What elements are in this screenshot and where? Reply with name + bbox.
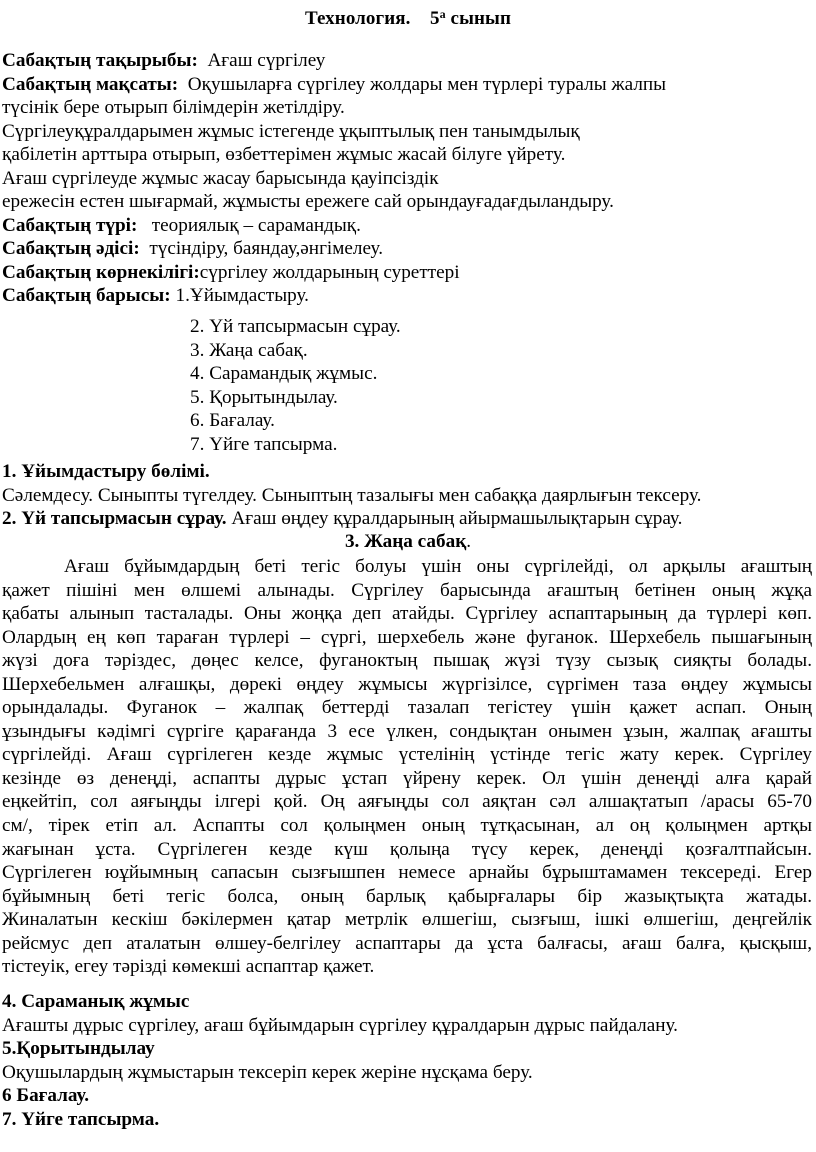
summary-text: Оқушылардың жұмыстарын тексеріп керек жеріне нұсқама беру.: [2, 1061, 533, 1083]
new-lesson-heading-text: 3. Жаңа сабақ: [344, 531, 467, 552]
body-line-9: сүргілейді. Ағаш сүргілеген кезде жұмыс үстелінің үстінде тегіс жату керек. Сүргілеу: [2, 744, 812, 766]
title-subject: Технология.: [304, 8, 411, 29]
topic-value: Ағаш сүргілеу: [207, 50, 326, 71]
process-step-3: 3. Жаңа сабақ.: [190, 339, 308, 361]
org-section: [2, 460, 814, 531]
home-task-heading: [2, 1108, 814, 1132]
document-title: [0, 2, 816, 31]
type-label: Сабақтың түрі:: [2, 214, 138, 236]
body-line-14: Сүргілеген юұйымның сапасын сызғышпен немесе арнайы бұрыштамамен тексереді. Егер: [2, 862, 812, 884]
body-line-17: рейсмус деп аталатын өлшеу-белгілеу аспаптары да ұста балғасы, ағаш балға, қысқыш,: [2, 932, 812, 954]
process-step-6: 6. Бағалау.: [190, 410, 275, 431]
home-task-heading-text: 7. Үйге тапсырма.: [2, 1108, 160, 1130]
goal-line-1: [2, 73, 814, 97]
homework-check-text: Ағаш өңдеу құралдарының айырмашылықтарын сұрау.: [231, 508, 683, 529]
type-line: [2, 214, 814, 238]
process-step-5: 5. Қорытындылау.: [190, 386, 338, 408]
practice-heading-text: 4. Сараманық жұмыс: [2, 991, 190, 1012]
method-label: Сабақтың әдісі:: [2, 238, 140, 259]
topic-label: Сабақтың тақырыбы:: [2, 50, 198, 71]
process-label: Сабақтың барысы:: [2, 285, 171, 306]
body-line-6: Шерхебельмен алғашқы, дөрекі өңдеу жұмысы жүргізілсе, сүргімен таза өңдеу жұмысы: [2, 673, 812, 695]
method-value: түсіндіру, баяндау,әнгімелеу.: [149, 238, 384, 259]
body-line-11: еңкейтіп, сол аяғыңды ілгері қой. Оң аяғыңды сол аяқтан сәл алшақтатып /арасы 65-70: [2, 791, 812, 813]
goal-line-6: ережесін естен шығармай, жұмысты ережеге сай орындауғадағдыландыру.: [2, 191, 614, 212]
body-line-18: тістеуік, егеу тәрізді көмекші аспаптар қажет.: [2, 956, 375, 978]
org-heading-text: 1. Ұйымдастыру бөлімі.: [2, 461, 210, 482]
title-grade-number: 5: [429, 8, 440, 29]
body-line-5: жүзі доға тәріздес, дөңес келсе, фуганоктың пышақ жүзі түзу сызық сияқты болады.: [2, 650, 812, 672]
topic-line: [2, 49, 814, 73]
process-step-4: 4. Сарамандық жұмыс.: [190, 363, 378, 384]
goal-line-4: қабілетін арттыра отырып, өзбеттерімен жұмыс жасай білуге үйрету.: [2, 144, 566, 165]
body-line-12: см/, тірек етіп ал. Аспапты сол қолыңмен оның тұтқасынан, ал оң қолыңмен артқы: [2, 815, 812, 837]
goal-line-3: Сүргілеуқұралдарымен жұмыс істегенде ұқыптылық пен танымдылық: [2, 120, 580, 142]
body-line-16: Жиналатын кескіш бәкілермен қатар метрлік өлшегіш, сызғыш, ішкі өлшегіш, деңгейлік: [2, 909, 812, 931]
practice-text: Ағашты дұрыс сүргілеу, ағаш бұйымдарын сүргілеу құралдарын дұрыс пайдалану.: [2, 1014, 678, 1036]
org-heading: [2, 460, 814, 484]
title-grade-superscript: а: [439, 7, 446, 21]
summary-heading: [2, 1037, 814, 1061]
lesson-header-block: [2, 49, 814, 308]
process-line: [2, 284, 814, 308]
body-line-10: кезінде өз денеңді, аспапты дұрыс ұстап үйрену керек. Ол үшін денеңді алға қарай: [2, 767, 812, 789]
practice-heading: [2, 990, 814, 1014]
goal-line-2: түсінік бере отырып білімдерін жетілдіру.: [2, 97, 345, 118]
goal-label: Сабақтың мақсаты:: [2, 73, 179, 95]
process-steps-list: [190, 315, 401, 456]
grading-heading: [2, 1084, 814, 1108]
grading-heading-text: 6 Бағалау.: [2, 1085, 89, 1106]
title-grade-word: сынып: [450, 8, 512, 29]
body-line-7: орындалады. Фуганок – жалпақ беттерді тазалап тегістеу үшін қажет аспап. Оның: [2, 697, 812, 719]
body-line-8: ұзындығы кәдімгі сүргіге қарағанда 3 есе үлкен, сондықтан онымен ұзын, жалпақ ағашты: [2, 720, 812, 742]
goal-text-1: Оқушыларға сүргілеу жолдары мен түрлері туралы жалпы: [187, 73, 667, 95]
body-line-3: қабаты алынып тасталады. Оны жоңқа деп атайды. Сүргілеу аспаптарының да түрлері көп.: [2, 603, 812, 625]
homework-check-line: [2, 507, 814, 531]
org-text: Сәлемдесу. Сыныпты түгелдеу. Сыныптың тазалығы мен сабаққа даярлығын тексеру.: [2, 484, 702, 506]
process-step-7: 7. Үйге тапсырма.: [190, 433, 338, 455]
body-line-2: қажет пішіні мен өлшемі алынады. Сүргілеу барысында ағаштың бетінен оның жұқа: [2, 579, 812, 601]
homework-check-heading: 2. Үй тапсырмасын сұрау.: [2, 508, 227, 529]
type-value: теориялық – сарамандық.: [151, 214, 361, 236]
body-line-1: Ағаш бұйымдардың беті тегіс болуы үшін оны сүргілейді, ол арқылы ағаштың: [64, 556, 812, 577]
new-lesson-body: [2, 555, 812, 979]
visual-label: Сабақтың көрнекілігі:: [2, 261, 200, 283]
process-step-1: 1.Ұйымдастыру.: [175, 285, 309, 306]
summary-heading-text: 5.Қорытындылау: [2, 1038, 155, 1059]
goal-line-5: Ағаш сүргілеуде жұмыс жасау барысында қауіпсіздік: [2, 167, 439, 189]
body-line-4: Олардың ең көп тараған түрлері – сүргі, шерхебель және фуганок. Шерхебель пышағының: [2, 626, 812, 648]
body-line-13: жағынан ұста. Сүргілеген кезде күш қолыңа түсу керек, денеңді қозғалтпайсын.: [2, 838, 812, 860]
process-step-2: 2. Үй тапсырмасын сұрау.: [190, 316, 401, 337]
new-lesson-heading: 3. Жаңа сабақ.: [344, 531, 472, 552]
method-line: [2, 237, 814, 261]
body-line-15: бұйымның беті тегіс болса, оның барлық қабырғалары бір жазықтықта жатады.: [2, 885, 812, 907]
visual-value: сүргілеу жолдарының суреттері: [199, 261, 460, 283]
visual-line: [2, 261, 814, 285]
closing-sections: [2, 990, 814, 1131]
